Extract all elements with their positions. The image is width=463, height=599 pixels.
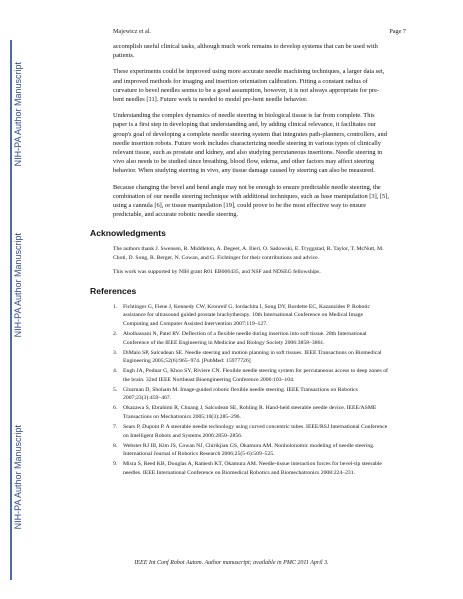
reference-item	[113, 367, 390, 384]
nih-sidebar	[0, 0, 44, 599]
reference-number: 2.	[113, 331, 118, 338]
article-body	[90, 42, 390, 479]
reference-text: Abolhassani N, Patel RV. Deflection of a flexible needle during insertion into soft tissue. 28th International Conference of the IEEE Engineering in Medicine and Biology Society 2006:3858–3861.	[123, 331, 367, 346]
reference-text: DiMaio SP, Salcudean SE. Needle steering and motion planning in soft tissues. IEEE Transactions on Biomedical Engineering 2005;52(6):965–974. [PubMed: 15977726]	[123, 349, 382, 365]
paragraph: Because changing the bevel and bend angle may not be enough to ensure predictable needle steering, the combination of our needle steering technique with additional techniques, such as base manipulation [3], [5], using a cannula [6], or tissue manipulation [19], could prove to be the most effective way to ensure predictable, and accurate robotic needle steering.	[113, 183, 389, 219]
reference-list	[113, 303, 390, 477]
acknowledgments-heading: Acknowledgments	[90, 228, 166, 239]
sidebar-label-2: NIH-PA Author Manuscript	[13, 233, 23, 338]
paragraph: accomplish useful clinical tasks, although much work remains to develop systems that can be used with patients.	[113, 43, 378, 60]
funding-text: This work was supported by NIH grant R01 EB006435, and NSF and NDSEG fellowships.	[113, 269, 321, 276]
reference-number: 4.	[113, 368, 118, 375]
reference-item	[113, 442, 390, 459]
paragraph: These experiments could be improved using more accurate needle machining techniques, a larger data set, and improved methods for imaging and insertion orientation calibration. Fitting a constant radius of curvature to bevel needles seems to be a good assumption, however, it is not always appropriate for pre-bent needles [11]. Future work is needed to model pre-bent needle behavior.	[113, 68, 385, 104]
page-number: Page 7	[389, 28, 406, 35]
reference-number: 3.	[113, 349, 118, 356]
reference-text: Misra S, Reed KB, Douglas A, Ramesh KT, Okamura AM. Needle-tissue interaction forces for bevel-tip steerable needles. IEEE International Conference on Biomedical Robotics and Biomechatronics 2008:224–231.	[123, 461, 382, 476]
reference-item	[113, 404, 390, 421]
reference-number: 7.	[113, 424, 118, 431]
references-heading: References	[90, 285, 137, 296]
reference-text: Okazawa S, Ebrahimi R, Chuang J, Salcudean SE, Rohling R. Hand-held steerable needle device. IEEE/ASME Transactions on Mechatronics 2005;10(3):285–296.	[123, 405, 377, 420]
reference-text: Webster RJ III, Kim JS, Cowan NJ, Chirikjian GS, Okamura AM. Nonholonomic modeling of needle steering. International Journal of Robotics Research 2006;25(5-6):509–525.	[123, 442, 375, 458]
reference-text: Sears P, Dupont P. A steerable needle technology using curved concentric tubes. IEEE/RSJ International Conference on Intelligent Robots and Systems 2006:2850–2856.	[123, 424, 388, 439]
reference-item	[113, 349, 390, 366]
reference-item	[113, 460, 390, 477]
sidebar-label-1: NIH-PA Author Manuscript	[13, 62, 23, 167]
reference-item	[113, 330, 390, 347]
reference-item	[113, 386, 390, 403]
reference-item	[113, 423, 390, 440]
acknowledgments-text: The authors thank J. Swensen, R. Middleton, A. Degeet, A. Ilieri, O. Sadowski, E. Tryggstad, R. Taylor, T. McNutt, M. Choti, D. Song, R. Berger, N. Cowan, and G. Fichtinger for their contributions and advice.	[113, 246, 384, 261]
sidebar-label-3: NIH-PA Author Manuscript	[13, 425, 23, 530]
reference-number: 8.	[113, 442, 118, 449]
reference-text: Fichtinger G, Fiene J, Kennedy CW, Kronreif G, Iordachita I, Song DY, Burdette EC, Kazanzides P. Robotic assistance for ultrasound guided prostate brachytherapy. 10th International Conference on Medical Image Computing and Computer Assisted Intervention 2007:119–127.	[123, 303, 371, 327]
reference-number: 1.	[113, 303, 118, 310]
reference-text: Glozman D, Shoham M. Image-guided robotic flexible needle steering. IEEE Transactions on Robotics 2007;23(3):459–467.	[123, 386, 358, 402]
running-header-author: Majewicz et al.	[113, 28, 151, 35]
paragraph: Understanding the complex dynamics of needle steering in biological tissue is far from complete. This paper is a first step in developing that understanding and, by adding clinical relevance, it facilitates our group's goal of developing a complete needle steering system that integrates path-planners, controllers, and needle insertion robots. Future work includes characterizing needle steering in various types of clinically relevant tissue, such as prostate and kidney, and also studying percutaneous insertions. Needle steering in vivo also needs to be studied since breathing, blood flow, edema, and other factors may affect steering behavior. When studying steering in vivo, any tissue damage caused by steering can also be measured.	[113, 112, 387, 175]
reference-number: 6.	[113, 405, 118, 412]
reference-number: 9.	[113, 461, 118, 468]
footer-citation: IEEE Int Conf Robot Autom. Author manuscript; available in PMC 2011 April 3.	[134, 560, 329, 566]
reference-text: Engh JA, Podnar G, Khoo SY, Riviere CN. Flexible needle steering system for percutaneous access to deep zones of the brain. 32nd IEEE Northeast Bioengineering Conference 2006:103–104.	[123, 368, 388, 383]
reference-item	[113, 303, 390, 329]
reference-number: 5.	[113, 386, 118, 393]
